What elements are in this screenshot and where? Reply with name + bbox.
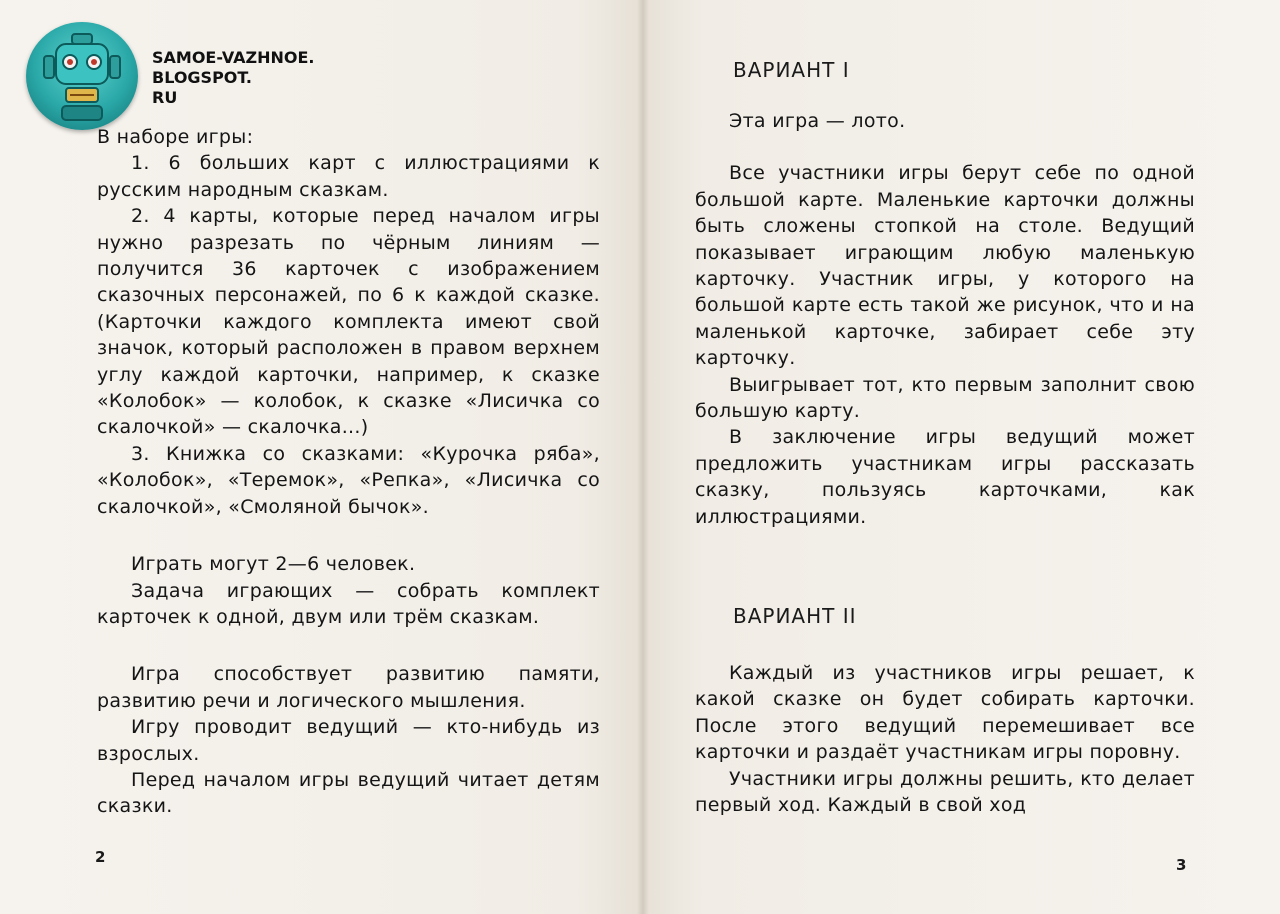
watermark-line: RU	[152, 88, 178, 107]
robot-toy-icon	[26, 22, 138, 130]
watermark-line: SAMOE-VAZHNOE.	[152, 48, 315, 67]
paragraph: Эта игра — лото.	[729, 110, 906, 132]
paragraph: Все участники игры берут себе по одной большой карте. Маленькие карточки должны быть сложены стопкой на столе. Ведущий показывает играющим любую маленькую карточку. Участник игры, у которого на большой карте есть такой же рисунок, что и на маленькой карточке, забирает себе эту карточку.	[695, 162, 1195, 370]
paragraph: Игру проводит ведущий — кто-нибудь из взрослых.	[97, 716, 600, 765]
paragraph: Задача играющих — собрать комплект карточек к одной, двум или трём сказкам.	[97, 579, 600, 628]
page-number: 2	[95, 848, 106, 866]
paragraph: Выигрывает тот, кто первым заполнит свою большую карту.	[695, 373, 1195, 423]
page-number: 3	[1176, 856, 1187, 874]
variant-heading: ВАРИАНТ I	[733, 58, 850, 82]
paragraph: 1. 6 больших карт с иллюстрациями к русским народным сказкам.	[97, 152, 600, 201]
paragraph: Игра способствует развитию памяти, развитию речи и логического мышления.	[97, 663, 600, 712]
watermark-text	[152, 48, 315, 108]
paragraph: 2. 4 карты, которые перед началом игры нужно разрезать по чёрным линиям — получится 36 карточек с изображением сказочных персонажей, по 6 к каждой сказке. (Карточки каждого комплекта имеют свой значок, который расположен в правом верхнем углу каждой карточки, например, к сказке «Колобок» — колобок, к сказке «Лисичка со скалочкой» — скалочка...)	[97, 205, 600, 439]
paragraph: В заключение игры ведущий может предложить участникам игры рассказать сказку, пользуясь карточками, как иллюстрациями.	[695, 426, 1195, 528]
right-page	[648, 0, 1280, 914]
paragraph: Играть могут 2—6 человек.	[131, 553, 416, 576]
paragraph: В наборе игры:	[97, 126, 254, 148]
right-text-block-2	[695, 660, 1195, 818]
left-text-block	[97, 124, 600, 820]
paragraph: Каждый из участников игры решает, к какой сказке он будет собирать карточки. После этого ведущий перемешивает все карточки и раздаёт участникам игры поровну.	[695, 662, 1195, 764]
paragraph: 3. Книжка со сказками: «Курочка ряба», «Колобок», «Теремок», «Репка», «Лисичка со скалочкой», «Смоляной бычок».	[97, 442, 600, 518]
paragraph: Перед началом игры ведущий читает детям сказки.	[97, 768, 600, 818]
variant-heading: ВАРИАНТ II	[733, 604, 857, 628]
watermark-line: BLOGSPOT.	[152, 68, 252, 87]
right-text-block-1	[695, 108, 1195, 530]
paragraph: Участники игры должны решить, кто делает первый ход. Каждый в свой ход	[695, 767, 1195, 817]
